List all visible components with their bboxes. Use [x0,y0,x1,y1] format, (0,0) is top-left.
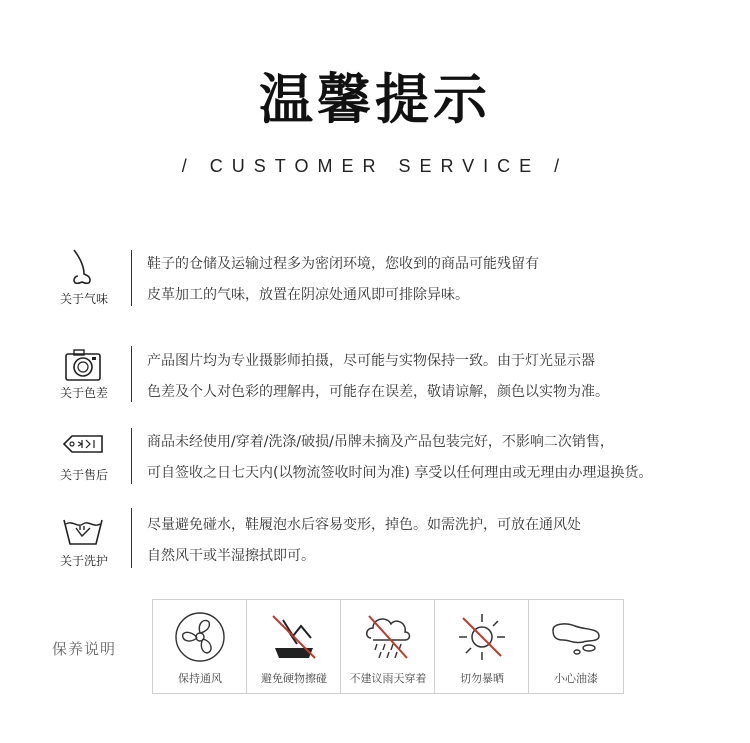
page-title: 温馨提示 [259,68,491,131]
wash-icon [60,512,106,552]
price-tag-icon [60,430,106,470]
care-item-no-rain [341,600,435,693]
notice-label: 关于气味 [59,292,108,306]
no-rain-icon [361,610,415,664]
care-item-label: 小心油漆 [554,672,598,685]
notice-text-line: 皮革加工的气味，放置在阴凉处通风即可排除异味。 [147,287,469,303]
divider [131,428,132,484]
care-section-label: 保养说明 [52,640,117,658]
oil-paint-icon [549,610,603,664]
notice-label: 关于色差 [59,386,108,400]
care-icons-panel [152,599,624,694]
notice-label: 关于洗护 [59,554,108,568]
notice-text-line: 色差及个人对色彩的理解冉，可能存在误差，敬请谅解，颜色以实物为准。 [147,384,609,400]
no-sun-icon [455,610,509,664]
care-item-paint [529,600,623,693]
fan-icon [173,610,227,664]
notice-text-line: 自然风干或半湿擦拭即可。 [147,548,315,564]
divider [131,508,132,568]
nose-icon [60,248,106,288]
care-item-no-sun [435,600,529,693]
care-item-label: 避免硬物擦碰 [261,672,327,685]
page-subtitle: / CUSTOMER SERVICE / [181,156,569,176]
notice-label: 关于售后 [59,468,108,482]
notice-text-line: 产品图片均为专业摄影师拍摄，尽可能与实物保持一致。由于灯光显示器 [147,353,595,369]
notice-text-line: 鞋子的仓储及运输过程多为密闭环境，您收到的商品可能残留有 [147,256,539,272]
care-item-ventilate [153,600,247,693]
divider [131,346,132,402]
camera-icon [60,346,106,386]
divider [131,250,132,306]
care-item-label: 保持通风 [178,672,222,685]
care-item-label: 切勿暴晒 [460,672,504,685]
care-item-label: 不建议雨天穿着 [349,672,427,685]
notice-text-line: 商品未经使用/穿着/洗涤/破损/吊牌未摘及产品包装完好，不影响二次销售， [147,434,614,450]
notice-text-line: 可自签收之日七天内(以物流签收时间为准) 享受以任何理由或无理由办理退换货。 [147,465,653,481]
no-hard-object-icon [267,610,321,664]
care-item-avoid-hard-objects [247,600,341,693]
notice-text-line: 尽量避免碰水，鞋履泡水后容易变形，掉色。如需洗护，可放在通风处 [147,517,581,533]
